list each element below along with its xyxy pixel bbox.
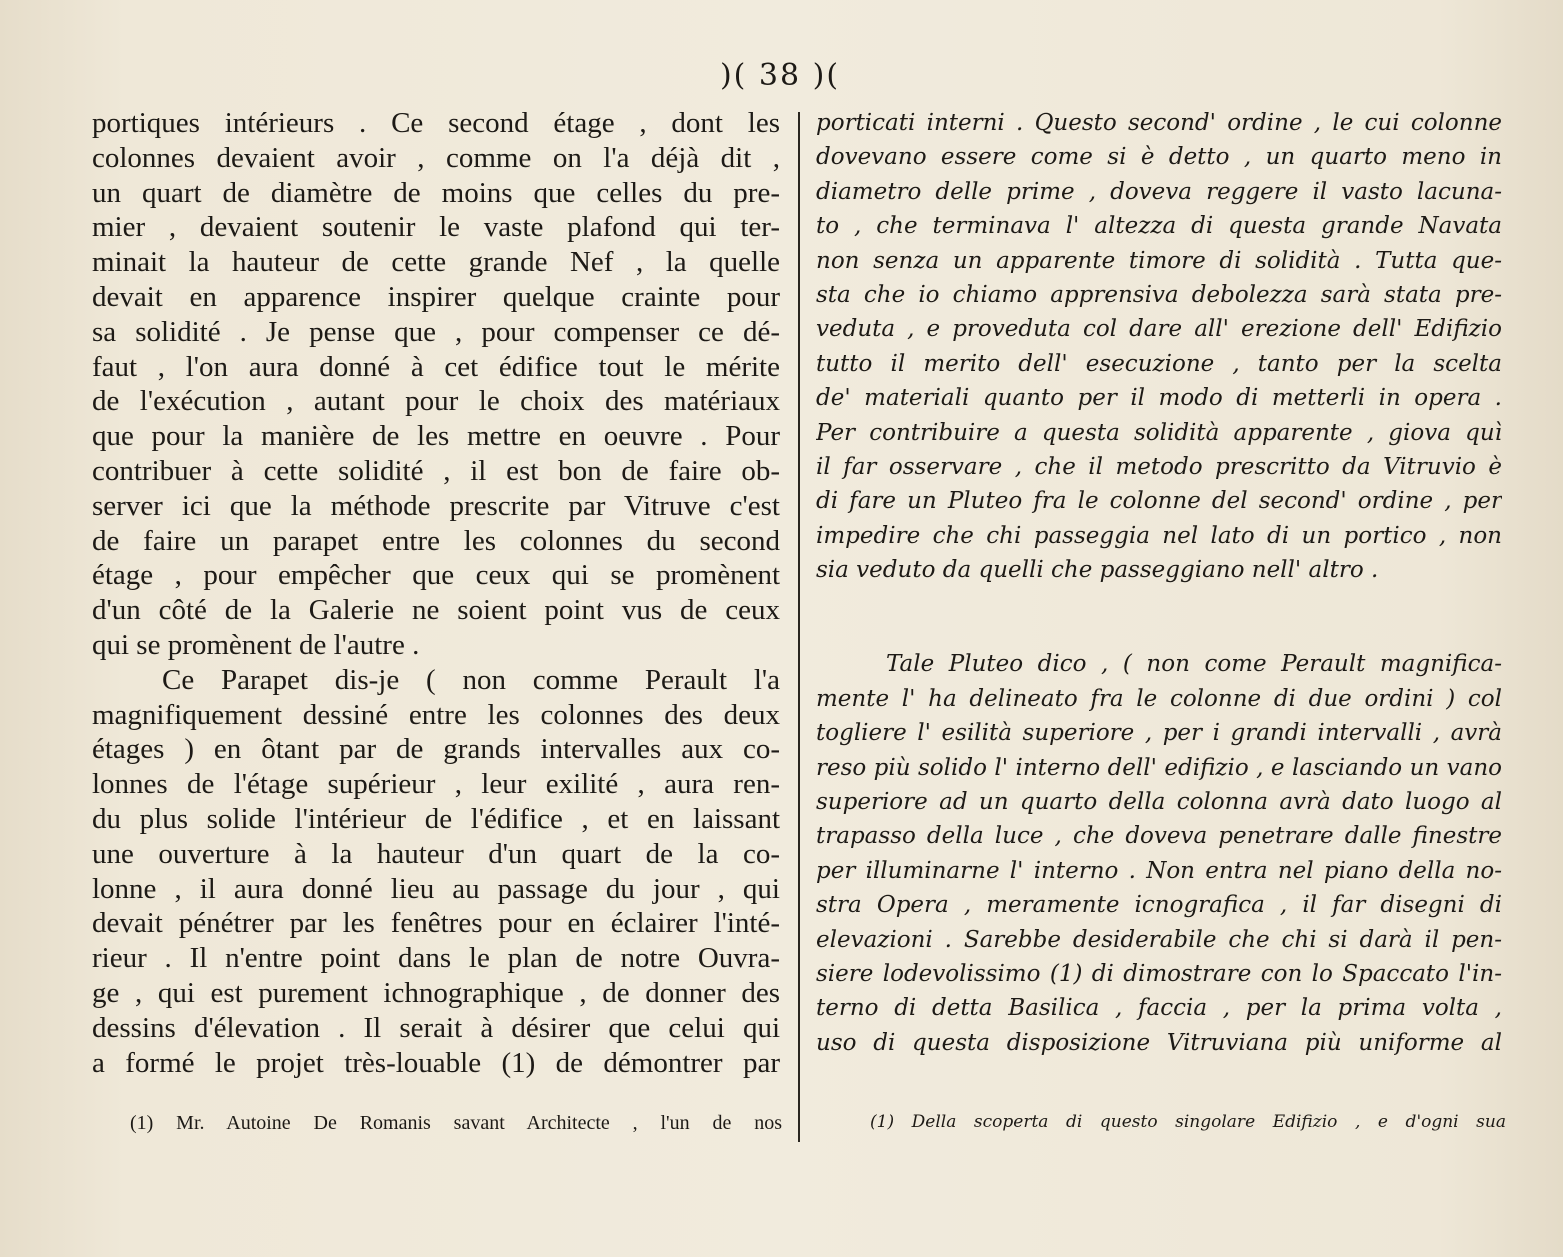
text-line: tutto il merito dell' esecuzione , tanto per la scelta [816,350,1502,377]
text-line: impedire che chi passeggia nel lato di un portico , non [816,522,1502,549]
text-line: di fare un Pluteo fra le colonne del second' ordine , per [816,488,1502,515]
text-line: uso di questa disposizione Vitruviana più uniforme al [816,1029,1502,1056]
italian-column [816,106,1502,1060]
text-line: d'un côté de la Galerie ne soient point vus de ceux [92,594,780,627]
text-line: lonne , il aura donné lieu au passage du jour , qui [92,872,780,905]
text-line: togliere l' esilità superiore , per i grandi intervalli , avrà [816,720,1502,747]
text-line: magnifiquement dessiné entre les colonnes des deux [92,698,780,731]
text-line: mente l' ha delineato fra le colonne di due ordini ) col [816,685,1502,712]
french-column [92,106,780,1080]
text-line: de l'exécution , autant pour le choix des matériaux [92,385,780,418]
text-line: étages ) en ôtant par de grands intervalles aux co- [92,733,780,766]
text-line: portiques intérieurs . Ce second étage , dont les [92,107,780,139]
text-line: non senza un apparente timore di solidità . Tutta que- [816,247,1502,274]
text-line: rieur . Il n'entre point dans le plan de notre Ouvra- [92,942,780,975]
text-line: stra Opera , meramente icnografica , il far disegni di [816,892,1502,919]
text-line: sta che io chiamo apprensiva debolezza sarà stata pre- [816,281,1502,308]
page-number: )( 38 )( [719,58,841,93]
text-line: siere lodevolissimo (1) di dimostrare con lo Spaccato l'in- [816,960,1502,987]
text-line: dovevano essere come si è detto , un quarto meno in [816,144,1502,171]
text-line: Tale Pluteo dico , ( non come Perault magnifica- [886,651,1502,678]
text-line: Per contribuire a questa solidità apparente , giova quì [816,419,1502,446]
text-line: reso più solido l' interno dell' edifizio , e lasciando un vano [816,754,1502,781]
text-line: devait en apparence inspirer quelque crainte pour [92,280,780,313]
text-line: lonnes de l'étage supérieur , leur exilité , aura ren- [92,768,780,801]
text-line: Ce Parapet dis-je ( non comme Perault l'a [162,663,780,696]
text-line: trapasso della luce , che doveva penetrare dalle finestre [816,823,1502,850]
text-line: dessins d'élevation . Il serait à désirer que celui qui [92,1011,780,1044]
text-line: de' materiali quanto per il modo di metterli in opera . [816,385,1502,412]
text-line: un quart de diamètre de moins que celles du pre- [92,176,780,209]
text-line: qui se promènent de l'autre . [92,628,420,661]
text-line: to , che terminava l' altezza di questa grande Navata [816,213,1502,240]
text-line: mier , devaient soutenir le vaste plafond qui ter- [92,211,780,244]
column-divider [798,112,800,1142]
text-line: que pour la manière de les mettre en oeuvre . Pour [92,420,780,453]
footnote-italian: (1) Della scoperta di questo singolare Edifizio , e d'ogni sua [870,1112,1506,1132]
text-line: veduta , e proveduta col dare all' erezione dell' Edifizio [816,316,1502,343]
text-line: server ici que la méthode prescrite par Vitruve c'est [92,489,780,522]
text-line: une ouverture à la hauteur d'un quart de la co- [92,837,780,870]
text-line: étage , pour empêcher que ceux qui se promènent [92,559,780,592]
text-line: colonnes devaient avoir , comme on l'a déjà dit , [92,141,780,174]
text-line: terno di detta Basilica , faccia , per la prima volta , [816,995,1502,1022]
text-line: de faire un parapet entre les colonnes du second [92,524,780,557]
footnote-french: (1) Mr. Autoine De Romanis savant Architecte , l'un de nos [130,1112,782,1134]
text-line: sa solidité . Je pense que , pour compenser ce dé- [92,315,780,348]
text-line: du plus solide l'intérieur de l'édifice , et en laissant [92,802,780,835]
text-line: contribuer à cette solidité , il est bon de faire ob- [92,454,780,487]
text-line: elevazioni . Sarebbe desiderabile che chi si darà il pen- [816,926,1502,953]
text-line: porticati interni . Questo second' ordine , le cui colonne [816,110,1502,136]
text-line: faut , l'on aura donné à cet édifice tout le mérite [92,350,780,383]
text-line: sia veduto da quelli che passeggiano nell' altro . [816,557,1379,584]
text-line: superiore ad un quarto della colonna avrà dato luogo al [816,789,1502,816]
text-line: diametro delle prime , doveva reggere il vasto lacuna- [816,178,1502,205]
text-line: ge , qui est purement ichnographique , de donner des [92,976,780,1009]
text-line: a formé le projet très-louable (1) de démontrer par [92,1046,780,1079]
text-line: per illuminarne l' interno . Non entra nel piano della no- [816,857,1502,884]
text-line: minait la hauteur de cette grande Nef , la quelle [92,246,780,279]
text-line: devait pénétrer par les fenêtres pour en éclairer l'inté- [92,907,780,940]
text-line: il far osservare , che il metodo prescritto da Vitruvio è [816,453,1502,480]
